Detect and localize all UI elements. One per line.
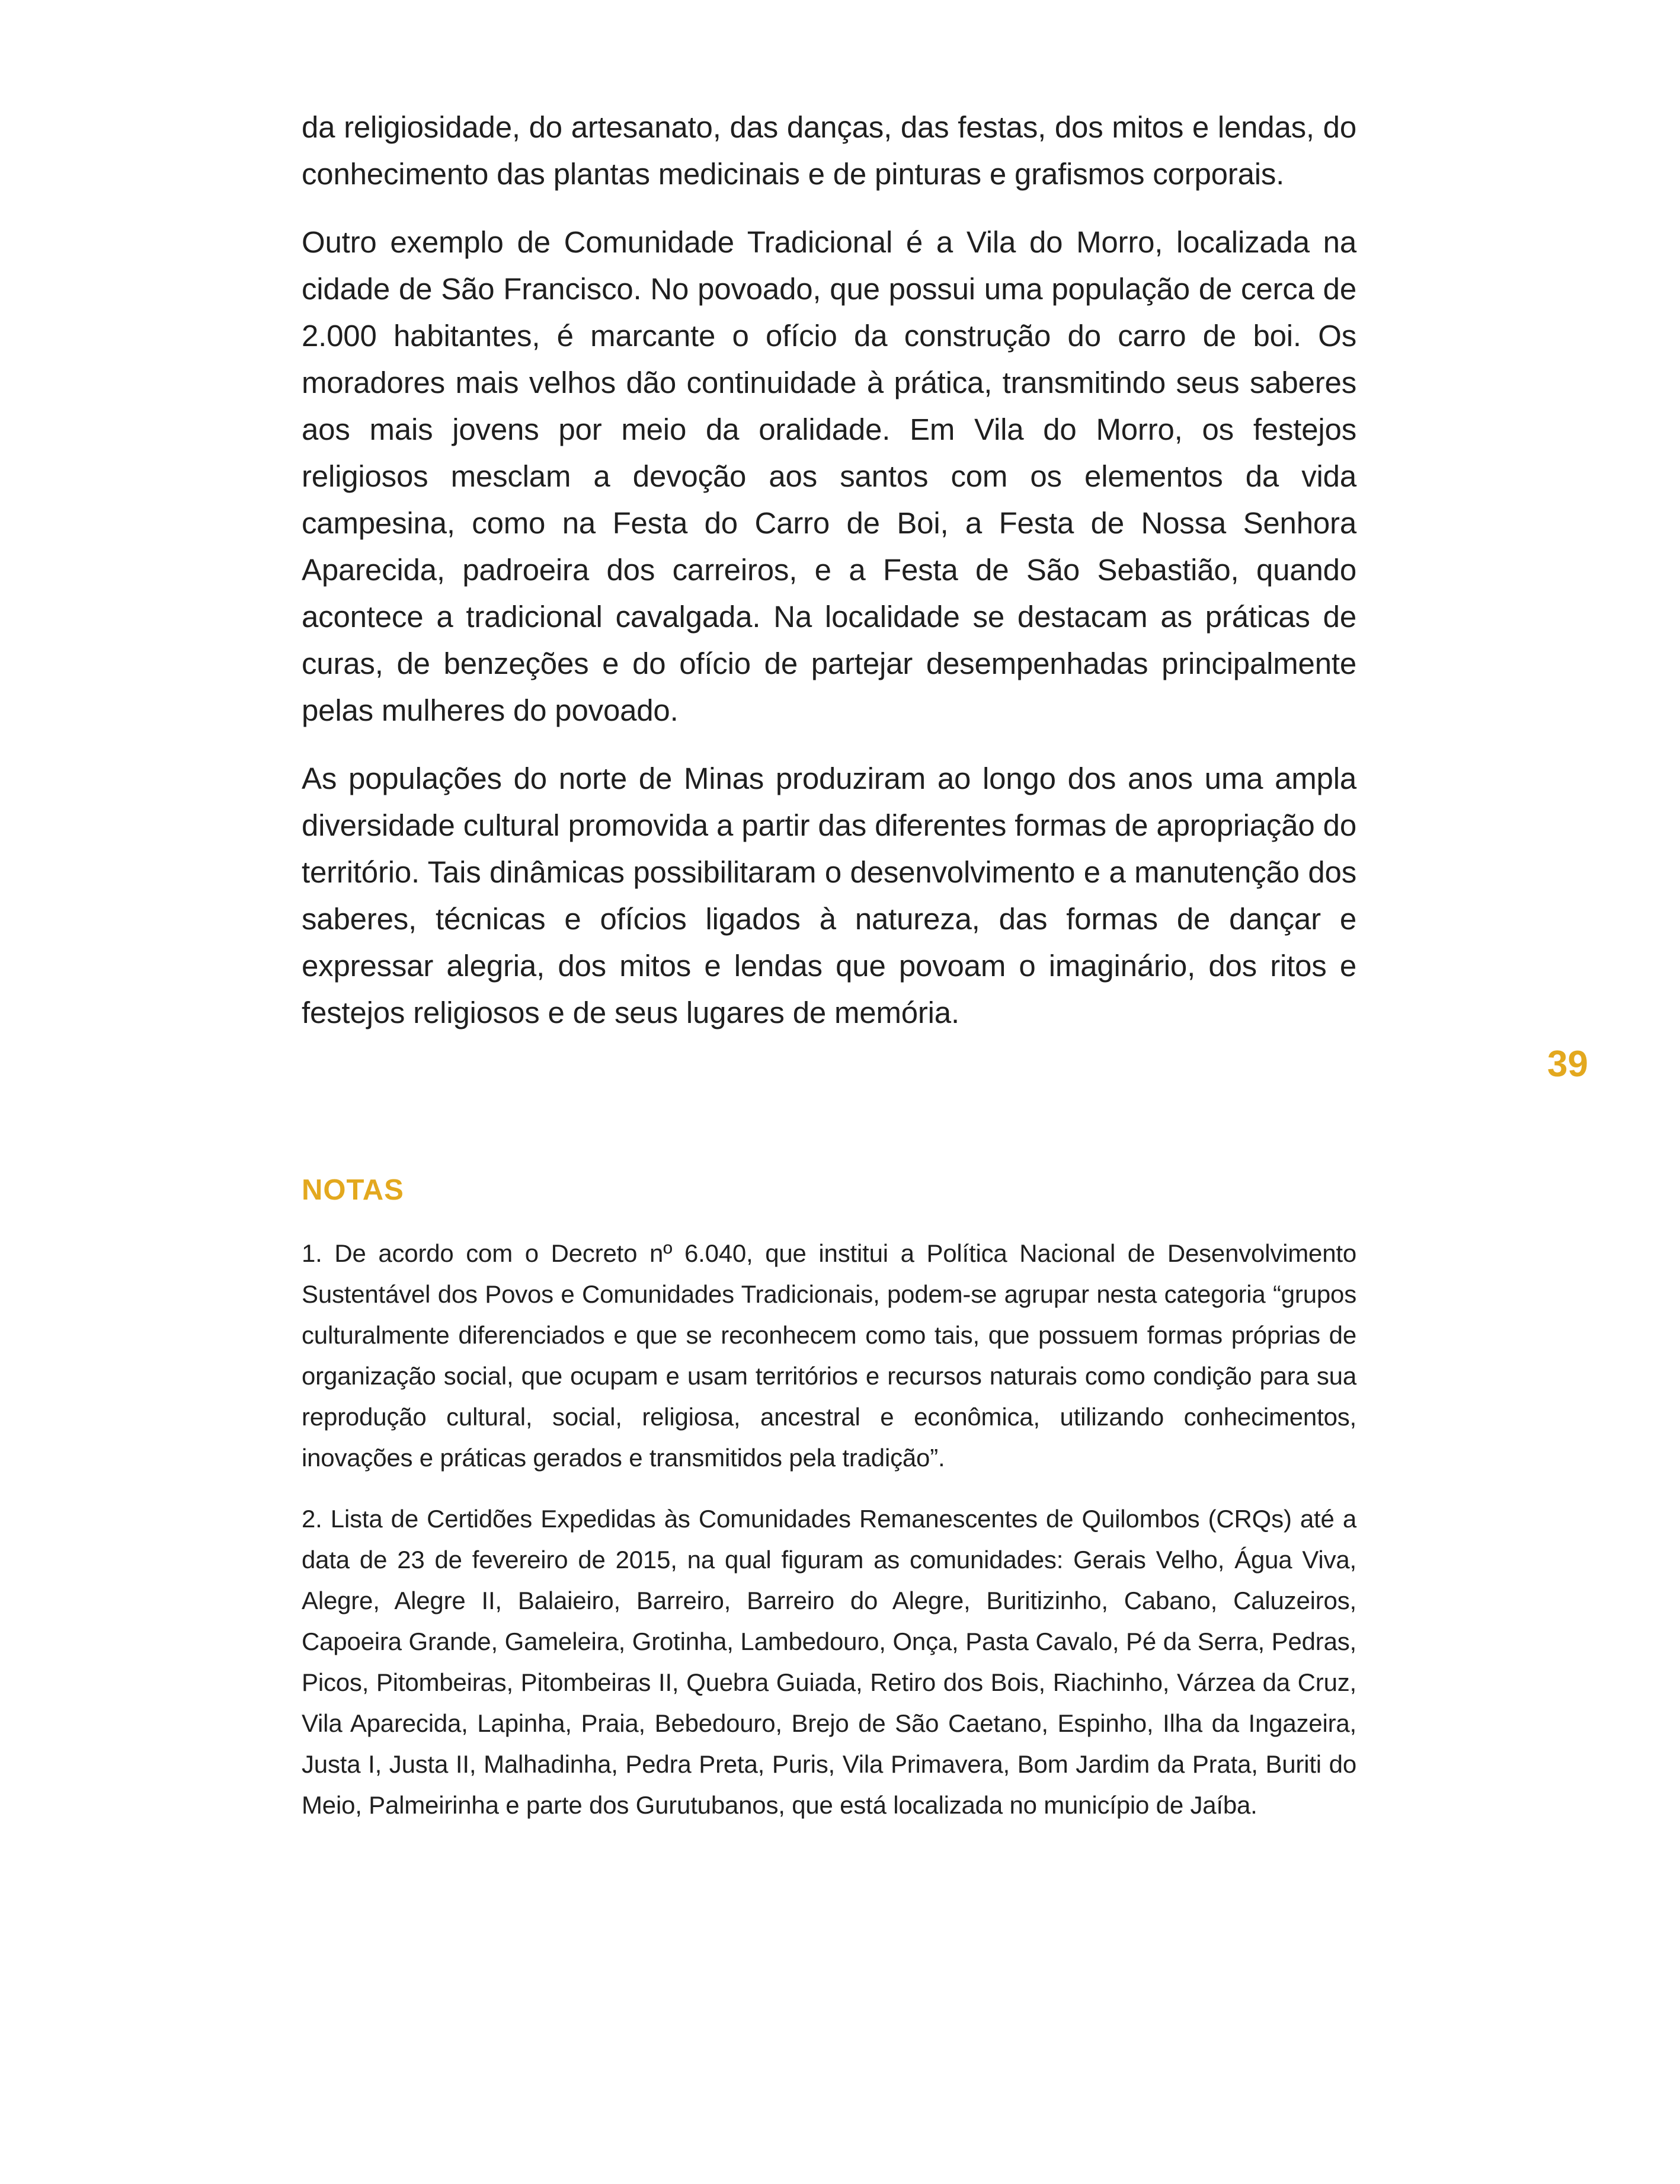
page-number: 39 bbox=[1547, 1044, 1588, 1085]
main-text bbox=[302, 104, 1356, 1057]
body-paragraph-3: As populações do norte de Minas produziram ao longo dos anos uma ampla diversidade cultural promovida a partir das diferentes formas de apropriação do território. Tais dinâmicas possibilitaram o desenvolvimento e a manutenção dos saberes, técnicas e ofícios ligados à natureza, das formas de dançar e expressar alegria, dos mitos e lendas que povoam o imaginário, dos ritos e festejos religiosos e de seus lugares de memória. bbox=[302, 762, 1356, 1029]
body-paragraph-1: da religiosidade, do artesanato, das danças, das festas, dos mitos e lendas, do conhecimento das plantas medicinais e de pinturas e grafismos corporais. bbox=[302, 110, 1356, 191]
note-1: 1. De acordo com o Decreto nº 6.040, que institui a Política Nacional de Desenvolvimento Sustentável dos Povos e Comunidades Tradicionais, podem-se agrupar nesta categoria “grupos culturalmente diferenciados e que se reconhecem como tais, que possuem formas próprias de organização social, que ocupam e usam territórios e recursos naturais como condição para sua reprodução cultural, social, religiosa, ancestral e econômica, utilizando conhecimentos, inovações e práticas gerados e transmitidos pela tradição”. bbox=[302, 1239, 1356, 1472]
notes-heading: NOTAS bbox=[302, 1174, 404, 1206]
notes-section bbox=[302, 1172, 1356, 1846]
note-2: 2. Lista de Certidões Expedidas às Comunidades Remanescentes de Quilombos (CRQs) até a data de 23 de fevereiro de 2015, na qual figuram as comunidades: Gerais Velho, Água Viva, Alegre, Alegre II, Balaieiro, Barreiro, Barreiro do Alegre, Buritizinho, Cabano, Caluzeiros, Capoeira Grande, Gameleira, Grotinha, Lambedouro, Onça, Pasta Cavalo, Pé da Serra, Pedras, Picos, Pitombeiras, Pitombeiras II, Quebra Guiada, Retiro dos Bois, Riachinho, Várzea da Cruz, Vila Aparecida, Lapinha, Praia, Bebedouro, Brejo de São Caetano, Espinho, Ilha da Ingazeira, Justa I, Justa II, Malhadinha, Pedra Preta, Puris, Vila Primavera, Bom Jardim da Prata, Buriti do Meio, Palmeirinha e parte dos Gurutubanos, que está localizada no município de Jaíba. bbox=[302, 1505, 1356, 1819]
body-paragraph-2: Outro exemplo de Comunidade Tradicional é a Vila do Morro, localizada na cidade de São Francisco. No povoado, que possui uma população de cerca de 2.000 habitantes, é marcante o ofício da construção do carro de boi. Os moradores mais velhos dão continuidade à prática, transmitindo seus saberes aos mais jovens por meio da oralidade. Em Vila do Morro, os festejos religiosos mesclam a devoção aos santos com os elementos da vida campesina, como na Festa do Carro de Boi, a Festa de Nossa Senhora Aparecida, padroeira dos carreiros, e a Festa de São Sebastião, quando acontece a tradicional cavalgada. Na localidade se destacam as práticas de curas, de benzeções e do ofício de partejar desempenhadas principalmente pelas mulheres do povoado. bbox=[302, 225, 1356, 727]
